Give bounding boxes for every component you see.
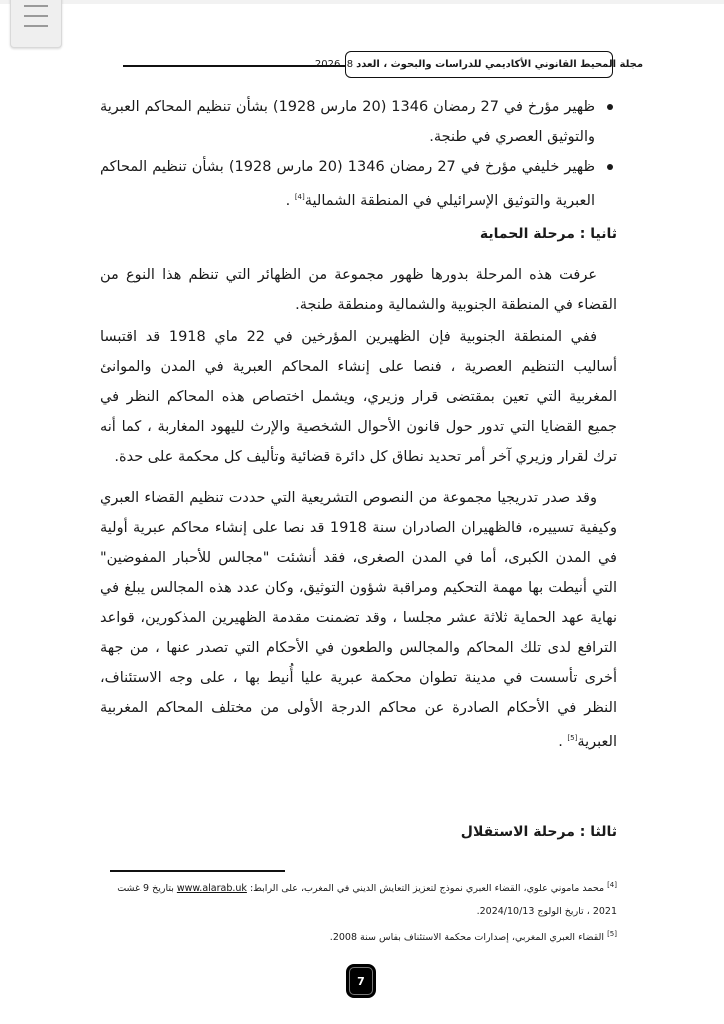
- paragraph-text: عرفت هذه المرحلة بدورها ظهور مجموعة من الظهائر التي تنظم هذا النوع من القضاء في المنطقة الجنوبية والشمالية ومنطقة طنجة.: [100, 267, 617, 313]
- bullet-text: ظهير مؤرخ في 27 رمضان 1346 (20 مارس 1928) بشأن تنظيم المحاكم العبرية والتوثيق العصري في طنجة.: [100, 99, 595, 145]
- viewer-top-bar: [0, 0, 724, 4]
- footnote-link[interactable]: www.alarab.uk: [176, 883, 247, 895]
- footnote-marker: [4]: [607, 881, 617, 889]
- decree-bullet-list: [100, 92, 617, 216]
- paragraph: [100, 322, 617, 472]
- hamburger-menu-icon: [24, 5, 48, 7]
- menu-button[interactable]: [10, 0, 62, 48]
- paragraph-body: وقد صدر تدريجيا مجموعة من النصوص التشريعية التي حددت تنظيم القضاء العبري وكيفية تسييره، فالظهيران الصادران سنة 1918 قد نصا على إنشاء محاكم عبرية أولية في المدن الكبرى، أما في المدن الصغرى، فقد أنشئت "مجالس للأحبار المفوضين" التي أنيطت بها مهمة التحكيم ومراقبة شؤون التوثيق، وكان عدد هذه المجالس يبلغ في نهاية عهد الحماية ثلاثة عشر مجلسا ، وقد تضمنت مقدمة الظهيرين المذكورين، قواعد الترافع لدى تلك المحاكم والمجالس والطعون في الأحكام التي تصدر عنها ، من جهة أخرى تأسست في مدينة تطوان محكمة عبرية عليا أُنيط بها ، على وجه الاستئناف، النظر في الأحكام الصادرة عن محاكم الدرجة الأولى من مختلف المحاكم المغربية العبرية: [100, 490, 617, 750]
- journal-title: مجلة المحيط القانوني الأكاديمي للدراسات والبحوث ، العدد: [356, 59, 644, 70]
- hamburger-menu-icon-bar: [24, 15, 48, 17]
- footnote-ref[interactable]: [5]: [567, 734, 578, 742]
- footnote-item: [100, 874, 617, 923]
- hamburger-menu-icon-bar: [24, 25, 48, 27]
- footnotes: [100, 874, 617, 949]
- bullet-item: [100, 152, 617, 216]
- footnote-text: بتاريخ 9 غشت 2021 ، تاريخ الولوج 2024/10/13.: [117, 883, 617, 918]
- header-rule: [123, 65, 345, 67]
- bullet-text: ظهير خليفي مؤرخ في 27 رمضان 1346 (20 مارس 1928) بشأن تنظيم المحاكم العبرية والتوثيق الإسرائيلي في المنطقة الشمالية: [100, 159, 595, 209]
- footnote-ref[interactable]: [4]: [294, 193, 305, 201]
- footnote-marker: [5]: [607, 930, 617, 939]
- punctuation: .: [558, 733, 568, 750]
- running-header: [314, 51, 644, 78]
- section-heading: ثانيا : مرحلة الحماية: [479, 226, 617, 242]
- section-heading: ثالثا : مرحلة الاستقلال: [460, 824, 617, 840]
- footnote-text: محمد ماموني علوي، القضاء العبري نموذج لتعزيز التعايش الديني في المغرب، على الرابط:: [246, 883, 608, 895]
- paragraph-text: ففي المنطقة الجنوبية فإن الظهيرين المؤرخين في 22 ماي 1918 قد اقتبسا أساليب التنظيم العصرية ، فنصا على إنشاء المحاكم العبرية في المدن والموانئ المغربية التي تعين بمقتضى قرار وزيري، ويشمل اختصاص هذه المحاكم النظر في جميع القضايا التي تدور حول قانون الأحوال الشخصية والإرث لليهود المغاربة ، كما أنه ترك لقرار وزيري آخر أمر تحديد نطاق كل دائرة قضائية وتأليف كل محكمة على حدة.: [100, 329, 617, 465]
- footnote-item: [100, 923, 617, 949]
- paragraph-text: [100, 483, 617, 757]
- paragraph: [100, 260, 617, 320]
- punctuation: .: [285, 192, 295, 209]
- bullet-item: [100, 92, 617, 152]
- footnote-text: القضاء العبري المغربي، إصدارات محكمة الاستئناف بفاس سنة 2008.: [329, 932, 608, 944]
- paragraph: [100, 483, 617, 757]
- footnote-separator: [110, 870, 285, 872]
- issue-meta: 8، 2026: [314, 59, 354, 70]
- page-number-badge: 7: [346, 964, 376, 998]
